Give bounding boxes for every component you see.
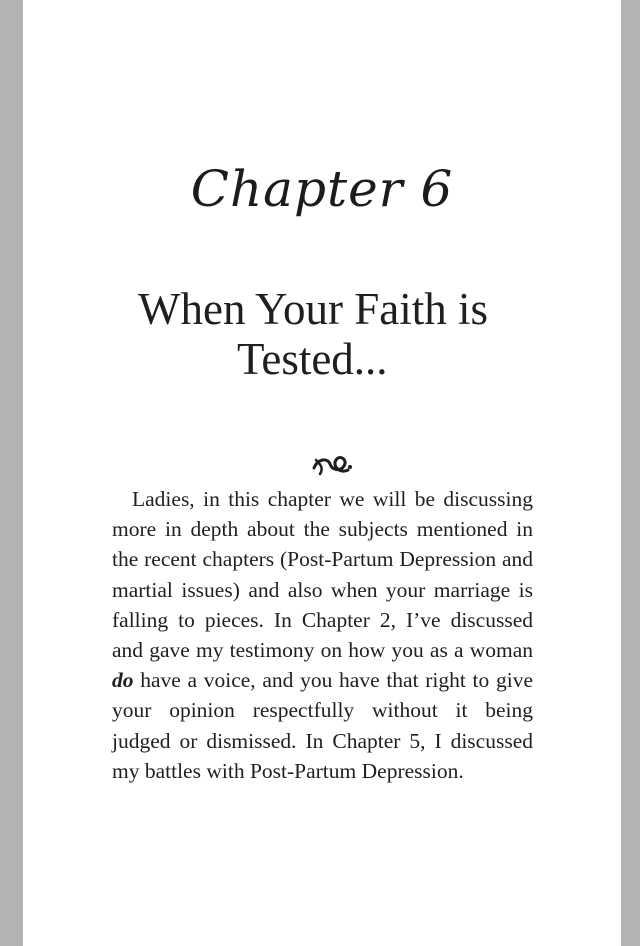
body-text-after-emphasis: have a voice, and you have that right to give your opinion respectfully without it being judged or dismissed. In Chapter 5, I discussed my battles with Post-Partum Depression. [112, 668, 533, 783]
chapter-body [112, 484, 533, 786]
chapter-label: Chapter 6 [190, 160, 454, 218]
chapter-title-line-2: Tested... [237, 334, 388, 384]
body-paragraph [112, 484, 533, 786]
chapter-title [123, 284, 543, 384]
body-emphasis: do [112, 668, 134, 693]
book-page [23, 0, 621, 946]
body-text-before-emphasis: Ladies, in this chapter we will be discussing more in depth about the subjects mentioned in the recent chapters (Post-Partum Depression and martial issues) and also when your marriage is falling to pieces. In Chapter 2, I’ve discussed and gave my testimony on how you as a woman [112, 487, 533, 663]
chapter-title-line-1: When Your Faith is [138, 284, 489, 334]
fleuron-ornament-icon [310, 446, 354, 480]
